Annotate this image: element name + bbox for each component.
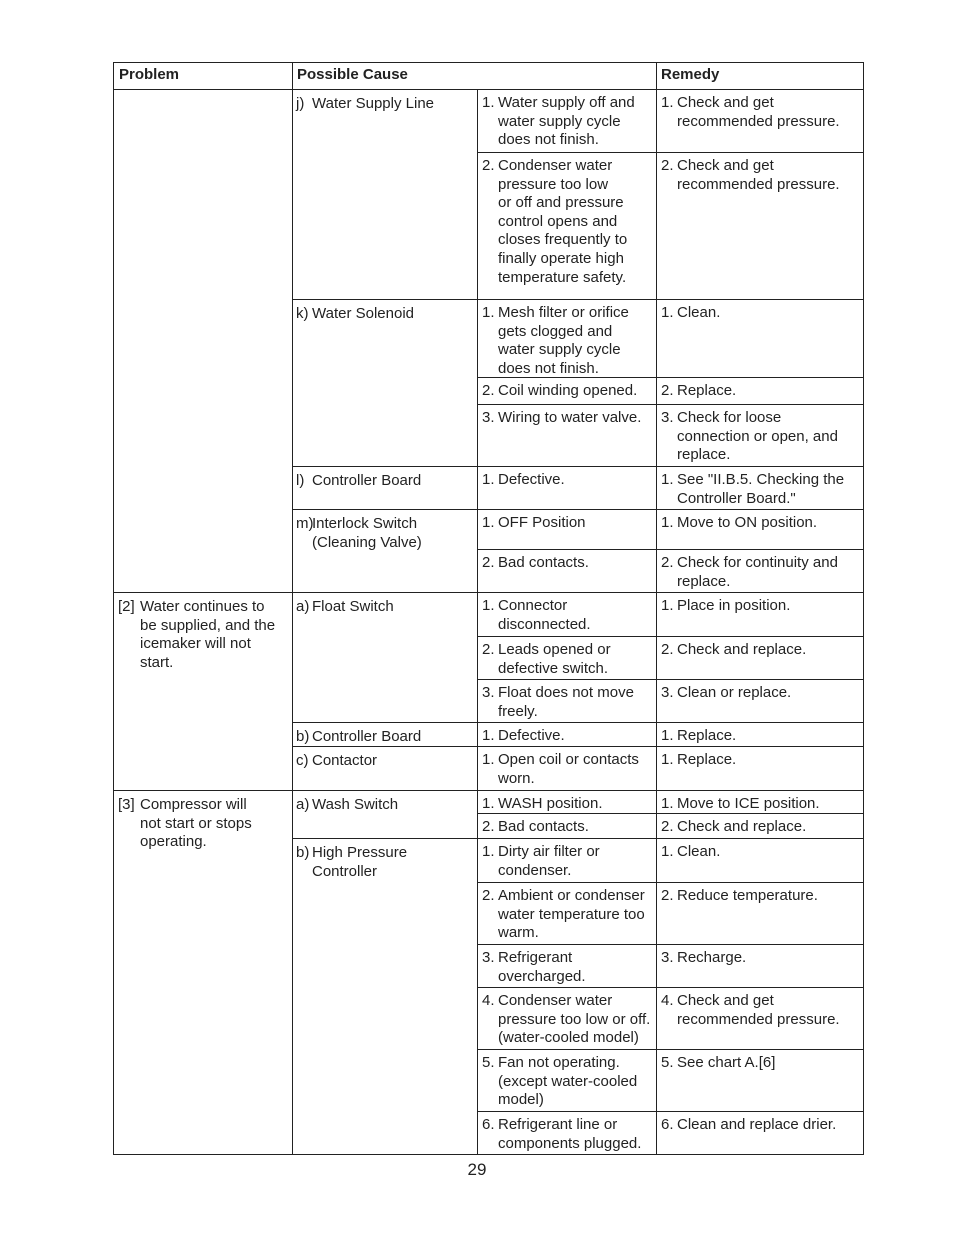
possible-cause-text: Mesh filter or orifice gets clogged and water supply cycle does not finish.: [498, 304, 629, 377]
possible-cause-number: 1.: [482, 94, 495, 111]
remedy: [661, 1054, 775, 1073]
component-name-text: Controller Board: [312, 728, 422, 745]
component-name-text: Water Supply Line: [312, 95, 435, 112]
remedy-text: Clean and replace drier.: [677, 1116, 837, 1133]
remedy-number: 1.: [661, 514, 674, 531]
possible-cause-text: Fan not operating. (except water-cooled model): [498, 1054, 638, 1109]
header-cell-problem: [113, 62, 292, 89]
troubleshooting-table: [113, 62, 864, 1155]
possible-cause-text: Ambient or condenser water temperature too warm.: [498, 887, 645, 942]
remedy-text: Place in position.: [677, 597, 791, 614]
possible-cause-number: 3.: [482, 684, 495, 701]
possible-cause-number: 1.: [482, 597, 495, 614]
possible-cause-number: 2.: [482, 641, 495, 658]
remedy: [661, 514, 817, 533]
header-remedy: Remedy: [661, 66, 720, 83]
possible-cause: [482, 751, 639, 788]
component-name: [296, 95, 434, 114]
remedy-number: 2.: [661, 887, 674, 904]
remedy-text: Check for loose connection or open, and replace.: [677, 409, 838, 464]
possible-cause-number: 2.: [482, 157, 495, 174]
remedy-text: Clean or replace.: [677, 684, 792, 701]
remedy: [661, 992, 840, 1029]
remedy: [661, 887, 818, 906]
remedy-text: See "II.B.5. Checking the Controller Board.": [677, 471, 845, 507]
possible-cause: [482, 992, 650, 1048]
possible-cause: [482, 1054, 637, 1110]
problem-description-number: [2]: [118, 598, 135, 615]
component-name-text: Contactor: [312, 752, 378, 769]
header-cell-cause: [292, 62, 656, 89]
remedy: [661, 94, 840, 131]
component-name: [296, 472, 421, 491]
possible-cause: [482, 949, 586, 986]
remedy-text: Reduce temperature.: [677, 887, 818, 904]
possible-cause: [482, 409, 641, 428]
component-name-number: k): [296, 305, 309, 322]
possible-cause-number: 1.: [482, 843, 495, 860]
possible-cause-text: Connector disconnected.: [498, 597, 591, 633]
remedy-text: Check and get recommended pressure.: [677, 992, 840, 1028]
component-name-text: Float Switch: [312, 598, 394, 615]
remedy: [661, 409, 838, 465]
possible-cause: [482, 818, 589, 837]
remedy-number: 3.: [661, 684, 674, 701]
component-name-text: Interlock Switch (Cleaning Valve): [312, 515, 422, 551]
remedy-text: Check and get recommended pressure.: [677, 157, 840, 193]
remedy: [661, 1116, 836, 1135]
remedy-number: 4.: [661, 992, 674, 1009]
remedy: [661, 304, 720, 323]
possible-cause: [482, 382, 637, 401]
possible-cause-text: WASH position.: [498, 795, 603, 812]
remedy-number: 1.: [661, 471, 674, 488]
component-name: [296, 752, 377, 771]
possible-cause-number: 3.: [482, 409, 495, 426]
possible-cause: [482, 887, 645, 943]
possible-cause: [482, 471, 565, 490]
remedy: [661, 684, 791, 703]
possible-cause: [482, 304, 629, 378]
remedy-number: 1.: [661, 751, 674, 768]
component-name-text: Controller Board: [312, 472, 422, 489]
component-name-text: Wash Switch: [312, 796, 399, 813]
possible-cause: [482, 514, 586, 533]
possible-cause-text: Leads opened or defective switch.: [498, 641, 611, 677]
component-cell: [292, 838, 477, 1155]
possible-cause-number: 1.: [482, 751, 495, 768]
possible-cause: [482, 641, 611, 678]
remedy-number: 1.: [661, 843, 674, 860]
possible-cause-text: Defective.: [498, 471, 565, 488]
component-name-number: b): [296, 844, 310, 861]
possible-cause-text: Dirty air filter or condenser.: [498, 843, 600, 879]
possible-cause: [482, 597, 591, 634]
possible-cause-text: Coil winding opened.: [498, 382, 638, 399]
possible-cause: [482, 94, 635, 150]
page-number: 29: [467, 1160, 487, 1179]
component-name-number: c): [296, 752, 309, 769]
remedy-text: Check and get recommended pressure.: [677, 94, 840, 130]
remedy-number: 6.: [661, 1116, 674, 1133]
remedy-text: Clean.: [677, 304, 721, 321]
remedy: [661, 818, 806, 837]
remedy-text: Clean.: [677, 843, 721, 860]
remedy-text: Check and replace.: [677, 641, 807, 658]
remedy-text: Replace.: [677, 751, 737, 768]
possible-cause: [482, 1116, 641, 1153]
component-name-number: b): [296, 728, 310, 745]
remedy: [661, 727, 736, 746]
header-possible-cause: Possible Cause: [297, 66, 408, 83]
remedy: [661, 751, 736, 770]
remedy-number: 1.: [661, 727, 674, 744]
possible-cause-number: 6.: [482, 1116, 495, 1133]
component-cell: [292, 89, 477, 299]
remedy: [661, 157, 840, 194]
possible-cause: [482, 157, 627, 287]
component-name: [296, 796, 398, 815]
remedy-number: 3.: [661, 949, 674, 966]
component-name-number: m): [296, 515, 314, 532]
remedy: [661, 554, 838, 591]
remedy-number: 2.: [661, 818, 674, 835]
possible-cause: [482, 795, 602, 814]
remedy: [661, 795, 820, 814]
possible-cause-number: 2.: [482, 554, 495, 571]
possible-cause-text: Condenser water pressure too low or off and pressure control opens and closes frequently to finally operate high temperature safety.: [498, 157, 628, 286]
possible-cause-text: Refrigerant overcharged.: [498, 949, 586, 985]
remedy-text: Recharge.: [677, 949, 747, 966]
remedy-number: 2.: [661, 641, 674, 658]
component-name-text: Water Solenoid: [312, 305, 414, 322]
possible-cause: [482, 554, 589, 573]
component-name: [296, 598, 394, 617]
remedy: [661, 471, 844, 508]
problem-description: [118, 598, 275, 672]
header-cell-remedy: [656, 62, 864, 89]
component-cell: [292, 299, 477, 466]
problem-description-text: Water continues to be supplied, and the icemaker will not start.: [140, 598, 276, 671]
component-name: [296, 305, 414, 324]
possible-cause: [482, 727, 565, 746]
remedy-number: 5.: [661, 1054, 674, 1071]
component-name-number: a): [296, 598, 310, 615]
possible-cause: [482, 843, 600, 880]
problem-description: [118, 796, 252, 852]
remedy: [661, 382, 736, 401]
remedy-text: Replace.: [677, 727, 737, 744]
possible-cause-text: Condenser water pressure too low or off. (water-cooled model): [498, 992, 651, 1047]
remedy-text: Replace.: [677, 382, 737, 399]
remedy-text: Check and replace.: [677, 818, 807, 835]
possible-cause-number: 1.: [482, 514, 495, 531]
possible-cause-text: Float does not move freely.: [498, 684, 634, 720]
problem-cell: [113, 89, 292, 592]
component-name: [296, 515, 422, 552]
remedy-number: 1.: [661, 94, 674, 111]
remedy-number: 2.: [661, 554, 674, 571]
remedy: [661, 843, 720, 862]
possible-cause-number: 5.: [482, 1054, 495, 1071]
possible-cause-number: 1.: [482, 304, 495, 321]
possible-cause-number: 3.: [482, 949, 495, 966]
remedy-text: See chart A.[6]: [677, 1054, 776, 1071]
problem-description-number: [3]: [118, 796, 135, 813]
remedy-number: 1.: [661, 304, 674, 321]
possible-cause-text: Refrigerant line or components plugged.: [498, 1116, 642, 1152]
possible-cause-text: Open coil or contacts worn.: [498, 751, 639, 787]
possible-cause-number: 1.: [482, 727, 495, 744]
component-name-number: j): [296, 95, 305, 112]
remedy-number: 1.: [661, 795, 674, 812]
possible-cause-text: Defective.: [498, 727, 565, 744]
possible-cause-number: 2.: [482, 382, 495, 399]
possible-cause-text: Bad contacts.: [498, 818, 589, 835]
remedy-text: Move to ICE position.: [677, 795, 820, 812]
remedy: [661, 641, 806, 660]
possible-cause-number: 2.: [482, 887, 495, 904]
problem-description-text: Compressor will not start or stops operating.: [140, 796, 252, 851]
possible-cause-number: 2.: [482, 818, 495, 835]
possible-cause-number: 4.: [482, 992, 495, 1009]
remedy-number: 3.: [661, 409, 674, 426]
possible-cause-text: OFF Position: [498, 514, 586, 531]
remedy-text: Check for continuity and replace.: [677, 554, 838, 590]
component-name-text: High Pressure Controller: [312, 844, 408, 880]
remedy-text: Move to ON position.: [677, 514, 818, 531]
header-problem: Problem: [119, 66, 180, 83]
remedy: [661, 597, 790, 616]
possible-cause-text: Water supply off and water supply cycle does not finish.: [498, 94, 635, 149]
remedy: [661, 949, 746, 968]
possible-cause-text: Wiring to water valve.: [498, 409, 642, 426]
component-name: [296, 844, 407, 881]
remedy-number: 1.: [661, 597, 674, 614]
component-name-number: l): [296, 472, 305, 489]
possible-cause-number: 1.: [482, 795, 495, 812]
remedy-number: 2.: [661, 382, 674, 399]
component-name-number: a): [296, 796, 310, 813]
component-name: [296, 728, 421, 747]
possible-cause: [482, 684, 634, 721]
possible-cause-number: 1.: [482, 471, 495, 488]
possible-cause-text: Bad contacts.: [498, 554, 589, 571]
remedy-number: 2.: [661, 157, 674, 174]
